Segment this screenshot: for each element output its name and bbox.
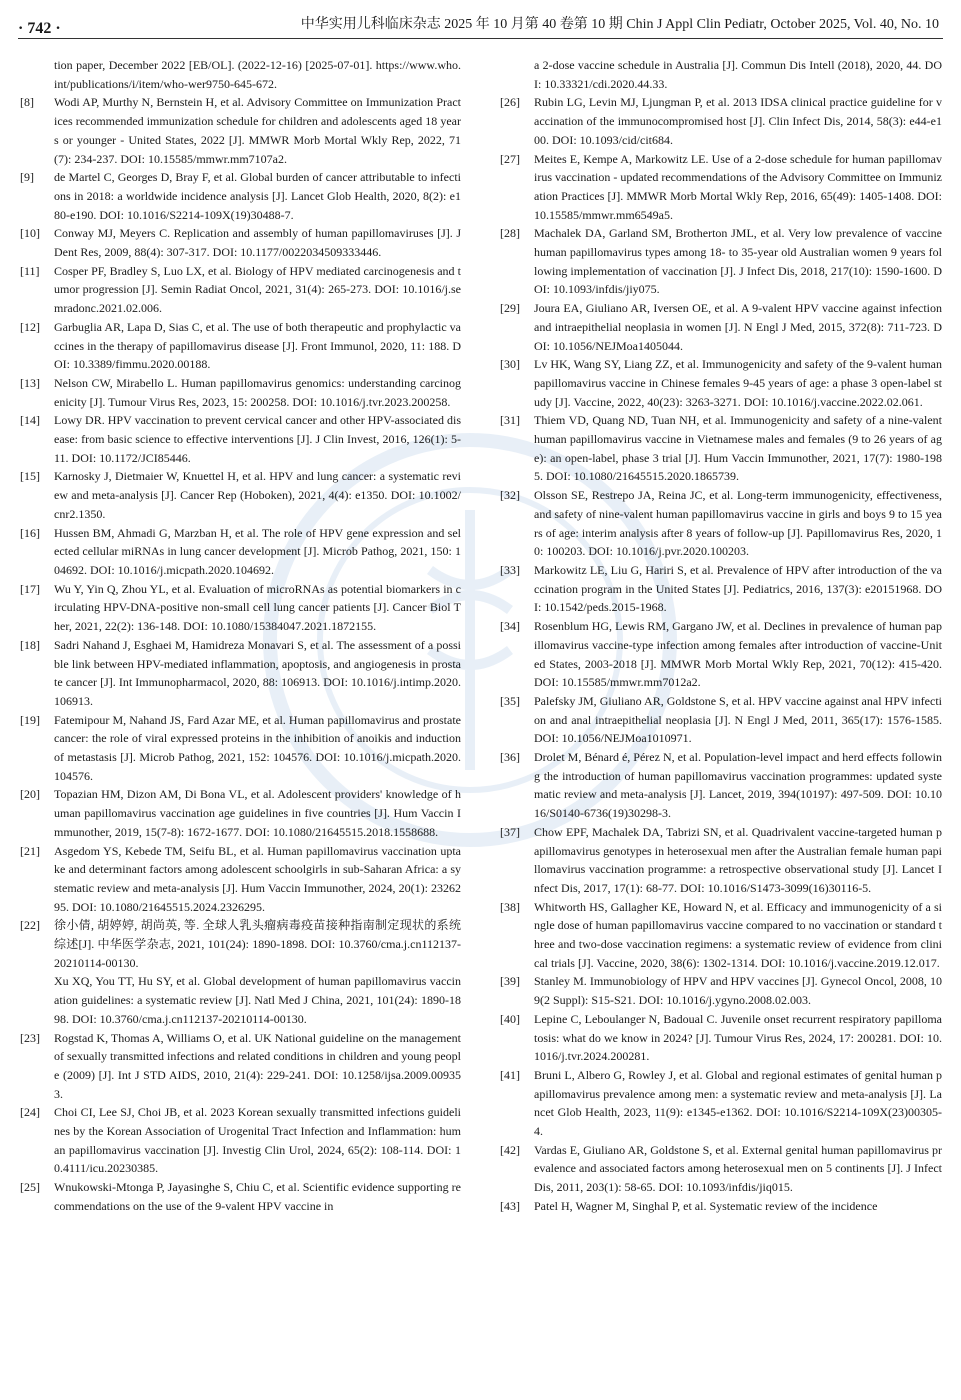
reference-number: [19] xyxy=(20,712,40,727)
reference-number: [41] xyxy=(500,1067,520,1082)
reference-text: Asgedom YS, Kebede TM, Seifu BL, et al. Human papillomavirus vaccination uptake and determinant factors among adolescent schoolgirls in sub-Saharan Africa: a systematic review and meta-analysis [J]. Hum Vaccin Immunother, 2024, 20(1): 2326295. DOI: 10.1080/21645515.2024.2326295. xyxy=(54,843,461,914)
reference-entry xyxy=(20,711,461,786)
reference-number: [10] xyxy=(20,226,40,241)
reference-number: [20] xyxy=(20,787,40,802)
running-header xyxy=(0,0,961,42)
reference-column-right xyxy=(500,56,942,1216)
reference-number: [24] xyxy=(20,1105,40,1120)
reference-number: [36] xyxy=(500,750,520,765)
reference-number: [28] xyxy=(500,226,520,241)
reference-entry xyxy=(500,150,942,225)
reference-text: 徐小倩, 胡婷婷, 胡尚英, 等. 全球人乳头瘤病毒疫苗接种指南制定现状的系统综述[J]. 中华医学杂志, 2021, 101(24): 1890-1898. DOI: 10.3760/cma.j.cn112137-20210114-00130. xyxy=(54,918,461,970)
reference-entry xyxy=(20,262,461,318)
reference-number: [34] xyxy=(500,619,520,634)
reference-number: [25] xyxy=(20,1180,40,1195)
reference-text: Palefsky JM, Giuliano AR, Goldstone S, et al. HPV vaccine against anal HPV infection and anal intraepithelial neoplasia [J]. N Engl J Med, 2011, 365(17): 1576-1585. DOI: 10.1056/NEJMoa1010971. xyxy=(534,693,942,746)
reference-number: [43] xyxy=(500,1198,520,1213)
reference-text: de Martel C, Georges D, Bray F, et al. Global burden of cancer attributable to infections in 2018: a worldwide incidence analysis [J]. Lancet Glob Health, 2020, 8(2): e180-e190. DOI: 10.1016/S2214-109X(19)30488-7. xyxy=(54,170,461,222)
reference-entry xyxy=(500,972,942,1009)
reference-entry xyxy=(500,561,942,617)
reference-number: [11] xyxy=(20,263,40,278)
reference-text: Conway MJ, Meyers C. Replication and assembly of human papillomaviruses [J]. J Dent Res, 2009, 88(4): 307-317. DOI: 10.1177/0022034509333446. xyxy=(54,226,461,260)
reference-number: [23] xyxy=(20,1030,40,1045)
reference-text: a 2-dose vaccine schedule in Australia [J]. Commun Dis Intell (2018), 2020, 44. DOI: 10.33321/cdi.2020.44.33. xyxy=(534,58,942,91)
reference-text: Sadri Nahand J, Esghaei M, Hamidreza Monavari S, et al. The assessment of a possible link between HPV-mediated inflammation, apoptosis, and angiogenesis in prostate cancer [J]. Int Immunopharmacol, 2020, 88: 106913. DOI: 10.1016/j.intimp.2020.106913. xyxy=(54,637,461,708)
reference-number: [40] xyxy=(500,1011,520,1026)
reference-entry xyxy=(500,1197,942,1216)
reference-entry xyxy=(20,524,461,580)
reference-entry xyxy=(20,1029,461,1104)
reference-entry xyxy=(500,748,942,823)
reference-entry xyxy=(20,1178,461,1215)
reference-text: Stanley M. Immunobiology of HPV and HPV vaccines [J]. Gynecol Oncol, 2008, 109(2 Suppl): S15-S21. DOI: 10.1016/j.ygyno.2008.02.003. xyxy=(534,974,942,1008)
reference-entry xyxy=(20,785,461,841)
reference-text: Karnosky J, Dietmaier W, Knuettel H, et al. HPV and lung cancer: a systematic review and meta-analysis [J]. Cancer Rep (Hoboken), 2021, 4(4): e1350. DOI: 10.1002/cnr2.1350. xyxy=(54,469,461,521)
reference-number: [42] xyxy=(500,1142,520,1157)
reference-entry xyxy=(500,1010,942,1066)
reference-text: Fatemipour M, Nahand JS, Fard Azar ME, et al. Human papillomavirus and prostate cancer: the role of viral expressed proteins in the inhibition of anoikis and induction of metastasis [J]. Microb Pathog, 2021, 152: 104576. DOI: 10.1016/j.micpath.2020.104576. xyxy=(54,712,461,783)
reference-text: Lepine C, Leboulanger N, Badoual C. Juvenile onset recurrent respiratory papillomatosis: what do we know in 2024? [J]. Tumour Virus Res, 2024, 17: 200281. DOI: 10.1016/j.tvr.2024.200281. xyxy=(534,1011,942,1064)
reference-text: Cosper PF, Bradley S, Luo LX, et al. Biology of HPV mediated carcinogenesis and tumor progression [J]. Semin Radiat Oncol, 2021, 31(4): 265-273. DOI: 10.1016/j.semradonc.2021.02.006. xyxy=(54,263,461,316)
reference-entry xyxy=(20,318,461,374)
reference-number: [37] xyxy=(500,824,520,839)
reference-number: [14] xyxy=(20,413,40,428)
reference-entry xyxy=(500,486,942,561)
reference-number: [22] xyxy=(20,918,40,933)
reference-entry xyxy=(20,636,461,711)
reference-text: Xu XQ, You TT, Hu SY, et al. Global development of human papillomavirus vaccination guidelines: a systematic review [J]. Natl Med J China, 2021, 101(24): 1890-1898. DOI: 10.3760/cma.j.cn112137-20210114-00130. xyxy=(54,974,461,1026)
reference-entry xyxy=(20,56,461,93)
reference-number: [33] xyxy=(500,562,520,577)
reference-entry xyxy=(20,467,461,523)
page-number: · 742 · xyxy=(18,20,61,37)
reference-text: Meites E, Kempe A, Markowitz LE. Use of a 2-dose schedule for human papillomavirus vaccination - updated recommendations of the Advisory Committee on Immunization Practices [J]. MMWR Morb Mortal Wkly Rep, 2016, 65(49): 1405-1408. DOI: 10.15585/mmwr.mm6549a5. xyxy=(534,151,942,222)
reference-text: Topazian HM, Dizon AM, Di Bona VL, et al. Adolescent providers' knowledge of human papillomavirus vaccination age guidelines in five countries [J]. Hum Vaccin Immunother, 2019, 15(7-8): 1672-1677. DOI: 10.1080/21645515.2018.1558688. xyxy=(54,787,461,839)
reference-text: Garbuglia AR, Lapa D, Sias C, et al. The use of both therapeutic and prophylactic vaccines in the therapy of papillomavirus disease [J]. Front Immunol, 2020, 11: 188. DOI: 10.3389/fimmu.2020.00188. xyxy=(54,319,461,372)
reference-text: Rogstad K, Thomas A, Williams O, et al. UK National guideline on the management of sexually transmitted infections and related conditions in children and young people (2009) [J]. Int J STD AIDS, 2010, 21(4): 229-241. DOI: 10.1258/ijsa.2009.009353. xyxy=(54,1030,461,1101)
reference-number: [15] xyxy=(20,469,40,484)
reference-entry xyxy=(20,411,461,467)
reference-text: Wnukowski-Mtonga P, Jayasinghe S, Chiu C, et al. Scientific evidence supporting recommendations on the use of the 9-valent HPV vaccine in xyxy=(54,1180,461,1213)
reference-text: Lowy DR. HPV vaccination to prevent cervical cancer and other HPV-associated disease: from basic science to effective interventions [J]. J Clin Invest, 2016, 126(1): 5-11. DOI: 10.1172/JCI85446. xyxy=(54,413,461,465)
reference-number: [18] xyxy=(20,637,40,652)
reference-text: Chow EPF, Machalek DA, Tabrizi SN, et al. Quadrivalent vaccine-targeted human papillomavirus genotypes in heterosexual men after the Australian female human papillomavirus vaccination programme: a retrospective observational study [J]. Lancet Infect Dis, 2017, 17(1): 68-77. DOI: 10.1016/S1473-3099(16)30116-5. xyxy=(534,824,942,895)
reference-number: [27] xyxy=(500,151,520,166)
reference-number: [16] xyxy=(20,525,40,540)
reference-text: Nelson CW, Mirabello L. Human papillomavirus genomics: understanding carcinogenicity [J]. Tumour Virus Res, 2023, 15: 200258. DOI: 10.1016/j.tvr.2023.200258. xyxy=(54,375,461,409)
reference-text: Olsson SE, Restrepo JA, Reina JC, et al. Long-term immunogenicity, effectiveness, and safety of nine-valent human papillomavirus vaccine in girls and boys 9 to 15 years of age: interim analysis after 8 years of follow-up [J]. Papillomavirus Res, 2020, 10: 100203. DOI: 10.1016/j.pvr.2020.100203. xyxy=(534,488,942,559)
reference-entry xyxy=(20,224,461,261)
reference-entry xyxy=(500,56,942,93)
reference-number: [30] xyxy=(500,357,520,372)
reference-entry xyxy=(20,972,461,1028)
reference-entry xyxy=(20,842,461,917)
reference-text: Patel H, Wagner M, Singhal P, et al. Systematic review of the incidence xyxy=(534,1198,878,1213)
reference-entry xyxy=(20,916,461,972)
reference-number: [31] xyxy=(500,413,520,428)
reference-column-left xyxy=(20,56,461,1216)
reference-entry xyxy=(500,898,942,973)
reference-entry xyxy=(500,224,942,299)
reference-text: Bruni L, Albero G, Rowley J, et al. Global and regional estimates of genital human papillomavirus prevalence among men: a systematic review and meta-analysis [J]. Lancet Glob Health, 2023, 11(9): e1345-e1362. DOI: 10.1016/S2214-109X(23)00305-4. xyxy=(534,1067,942,1139)
reference-text: Lv HK, Wang SY, Liang ZZ, et al. Immunogenicity and safety of the 9-valent human papillomavirus vaccine in Chinese females 9-45 years of age: a phase 3 open-label study [J]. Vaccine, 2022, 40(23): 3263-3271. DOI: 10.1016/j.vaccine.2022.02.061. xyxy=(534,357,942,409)
reference-text: Markowitz LE, Liu G, Hariri S, et al. Prevalence of HPV after introduction of the vaccination program in the United States [J]. Pediatrics, 2016, 137(3): e20151968. DOI: 10.1542/peds.2015-1968. xyxy=(534,562,942,615)
reference-text: Wu Y, Yin Q, Zhou YL, et al. Evaluation of microRNAs as potential biomarkers in circulating HPV-DNA-positive non-small cell lung cancer patients [J]. Cancer Biol Ther, 2021, 22(2): 136-148. DOI: 10.1080/15384047.2021.1872155. xyxy=(54,581,461,634)
reference-entry xyxy=(500,1141,942,1197)
reference-number: [26] xyxy=(500,95,520,110)
reference-number: [17] xyxy=(20,581,40,596)
reference-text: Drolet M, Bénard é, Pérez N, et al. Population-level impact and herd effects following the introduction of human papillomavirus vaccination programmes: updated systematic review and meta-analysis [J]. Lancet, 2019, 394(10197): 497-509. DOI: 10.1016/S0140-6736(19)30298-3. xyxy=(534,750,942,821)
reference-text: tion paper, December 2022 [EB/OL]. (2022-12-16) [2025-07-01]. https://www.who.int/publications/i/item/who-wer9750-645-672. xyxy=(54,58,461,91)
reference-text: Machalek DA, Garland SM, Brotherton JML, et al. Very low prevalence of vaccine human papillomavirus types among 18- to 35-year old Australian women 9 years following implementation of vaccination [J]. J Infect Dis, 2018, 217(10): 1590-1600. DOI: 10.1093/infdis/jiy075. xyxy=(534,226,942,297)
reference-text: Hussen BM, Ahmadi G, Marzban H, et al. The role of HPV gene expression and selected cellular miRNAs in lung cancer development [J]. Microb Pathog, 2021, 150: 104692. DOI: 10.1016/j.micpath.2020.104692. xyxy=(54,525,461,577)
reference-entry xyxy=(500,823,942,898)
reference-number: [12] xyxy=(20,319,40,334)
reference-number: [38] xyxy=(500,899,520,914)
reference-number: [35] xyxy=(500,693,520,708)
reference-entry xyxy=(20,93,461,168)
reference-entry xyxy=(500,692,942,748)
reference-text: Rosenblum HG, Lewis RM, Gargano JW, et al. Declines in prevalence of human papillomavirus vaccine-type infection among females after introduction of vaccine-United States, 2003-2018 [J]. MMWR Morb Mortal Wkly Rep, 2021, 70(12): 415-420. DOI: 10.15585/mmwr.mm7012a2. xyxy=(534,619,942,690)
reference-text: Whitworth HS, Gallagher KE, Howard N, et al. Efficacy and immunogenicity of a single dose of human papillomavirus vaccine compared to no vaccination or standard three and two-dose vaccination regimens: a systematic review of evidence from clinical trials [J]. Vaccine, 2020, 38(6): 1302-1314. DOI: 10.1016/j.vaccine.2019.12.017. xyxy=(534,899,942,970)
reference-entry xyxy=(500,411,942,486)
reference-number: [32] xyxy=(500,488,520,503)
reference-entry xyxy=(20,1103,461,1178)
reference-number: [13] xyxy=(20,375,40,390)
reference-number: [21] xyxy=(20,843,40,858)
reference-number: [29] xyxy=(500,301,520,316)
reference-text: Thiem VD, Quang ND, Tuan NH, et al. Immunogenicity and safety of a nine-valent human papillomavirus vaccine in Vietnamese males and females (9 to 26 years of age): an open-label, phase 3 trial [J]. Hum Vaccin Immunother, 2021, 17(7): 1980-1985. DOI: 10.1080/21645515.2020.1865739. xyxy=(534,413,942,484)
reference-entry xyxy=(500,617,942,692)
reference-text: Wodi AP, Murthy N, Bernstein H, et al. Advisory Committee on Immunization Practices recommended immunization schedule for children and adolescents aged 18 years or younger - United States, 2022 [J]. MMWR Morb Mortal Wkly Rep, 2022, 71(7): 234-237. DOI: 10.15585/mmwr.mm7107a2. xyxy=(54,95,461,166)
header-rule xyxy=(18,38,943,39)
reference-entry xyxy=(500,355,942,411)
reference-text: Joura EA, Giuliano AR, Iversen OE, et al. A 9-valent HPV vaccine against infection and intraepithelial neoplasia in women [J]. N Engl J Med, 2015, 372(8): 711-723. DOI: 10.1056/NEJMoa1405044. xyxy=(534,301,942,353)
reference-number: [8] xyxy=(20,95,34,110)
reference-entry xyxy=(20,374,461,411)
reference-text: Rubin LG, Levin MJ, Ljungman P, et al. 2013 IDSA clinical practice guideline for vaccination of the immunocompromised host [J]. Clin Infect Dis, 2014, 58(3): e44-e100. DOI: 10.1093/cid/cit684. xyxy=(534,95,942,147)
reference-text: Vardas E, Giuliano AR, Goldstone S, et al. External genital human papillomavirus prevalence and associated factors among heterosexual men on 5 continents [J]. J Infect Dis, 2011, 203(1): 58-65. DOI: 10.1093/infdis/jiq015. xyxy=(534,1142,942,1195)
reference-entry xyxy=(500,299,942,355)
reference-entry xyxy=(500,93,942,149)
reference-entry xyxy=(20,168,461,224)
reference-number: [9] xyxy=(20,170,34,185)
reference-text: Choi CI, Lee SJ, Choi JB, et al. 2023 Korean sexually transmitted infections guidelines by the Korean Association of Urogenital Tract Infection and Inflammation: human papillomavirus vaccination [J]. Investig Clin Urol, 2024, 65(2): 108-114. DOI: 10.4111/icu.20230385. xyxy=(54,1105,461,1176)
reference-number: [39] xyxy=(500,974,520,989)
reference-entry xyxy=(500,1066,942,1141)
journal-title: 中华实用儿科临床杂志 2025 年 10 月第 40 卷第 10 期 Chin J Appl Clin Pediatr, October 2025, Vol. 40, No. 10 xyxy=(300,17,939,32)
reference-entry xyxy=(20,580,461,636)
